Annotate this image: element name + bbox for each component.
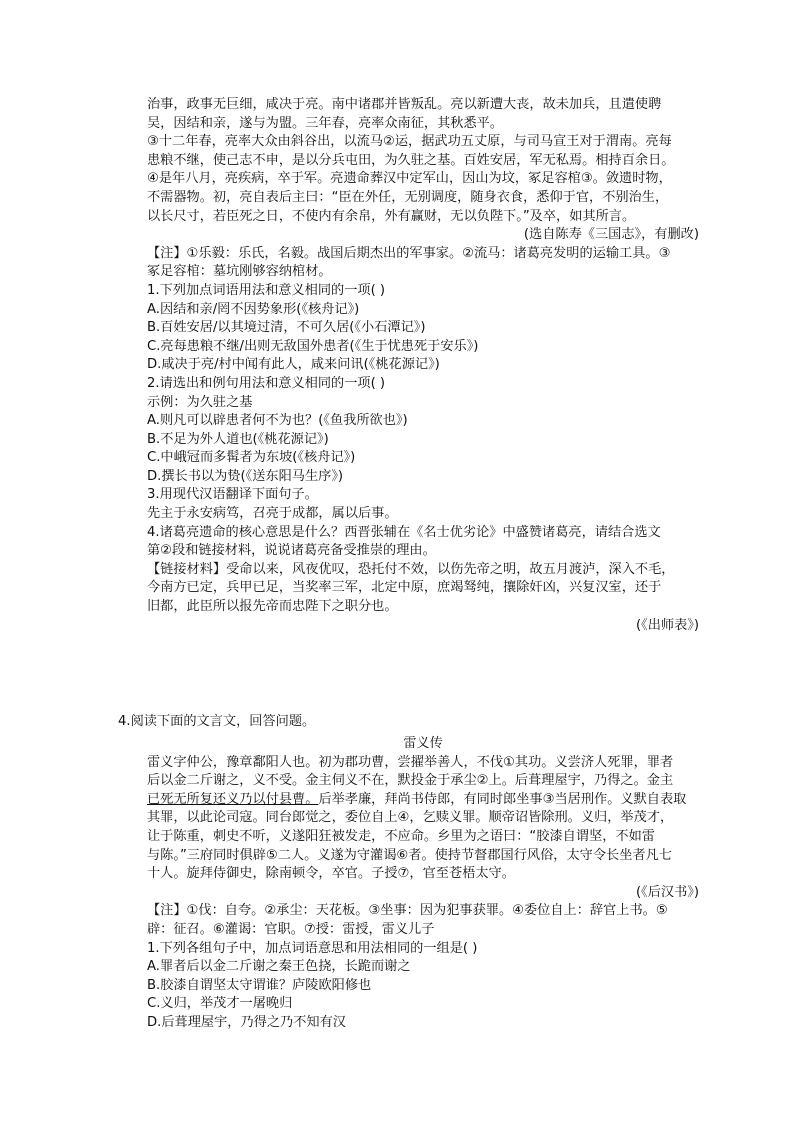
option-line: B.百姓安居/以其境过清，不可久居(《小石潭记》) bbox=[147, 320, 426, 336]
option-line: B.不足为外人道也(《桃花源记》) bbox=[147, 431, 329, 447]
link-material-source: (《出师表》) bbox=[635, 617, 699, 633]
option-line: A.则凡可以辟患者何不为也？(《鱼我所欲也》) bbox=[147, 413, 408, 429]
question-line: 2.请选出和例句用法和意义相同的一项( ) bbox=[147, 375, 386, 391]
question-heading: 4.阅读下面的文言文，回答问题。 bbox=[118, 714, 316, 729]
link-material-line: 今南方已定，兵甲已足，当奖率三军，北定中原，庶竭驽纯，攘除奸凶，兴复汉室，还于 bbox=[147, 580, 662, 596]
option-line: A.罪者后以金二斤谢之秦王色挠，长跪而谢之 bbox=[147, 959, 411, 975]
passage-line bbox=[147, 791, 699, 810]
passage-line: 治事，政事无巨细，咸决于亮。南中诸郡并皆叛乱。亮以新遭大丧，故未加兵，且遣使聘 bbox=[147, 97, 662, 112]
note-line: 辟：征召。⑥灌谒：官职。⑦授：雷授，雷义儿子 bbox=[147, 921, 435, 937]
question-line: 3.用现代汉语翻译下面句子。 bbox=[147, 487, 318, 503]
passage-leiyi bbox=[147, 735, 699, 1033]
passage-line: 其罪，以此论司寇。同台郎觉之，委位自上④，乞赎义罪。顺帝诏皆除刑。义归，举茂才， bbox=[147, 810, 674, 826]
passage-sanguozhi bbox=[147, 96, 699, 635]
passage-line: 十人。旋拜侍御史，除南顿令，卒官。子授⑦，官至苍梧太守。 bbox=[147, 866, 515, 882]
example-line: 示例：为久驻之基 bbox=[147, 394, 253, 410]
option-line: C.中峨冠而多髯者为东坡(《核舟记》) bbox=[147, 450, 356, 466]
passage-line: 雷义字仲公，豫章鄱阳人也。初为郡功曹，尝擢举善人，不伐①其功。义尝济人死罪，罪者 bbox=[147, 754, 674, 770]
translation-sentence: 先主于永安病笃，召亮于成都，属以后事。 bbox=[147, 506, 398, 522]
link-material-line: 旧都，此臣所以报先帝而忠陛下之职分也。 bbox=[147, 599, 398, 615]
passage-source: (选自陈寿《三国志》，有删改) bbox=[523, 227, 699, 243]
question-line: 第②段和链接材料，说说诸葛亮备受推崇的理由。 bbox=[147, 543, 436, 559]
question-line: 1.下列各组句子中，加点词语意思和用法相同的一组是( ) bbox=[147, 940, 478, 956]
underlined-sentence: 已死无所复还义乃以付县曹。 bbox=[147, 791, 319, 807]
question-line: 4.诸葛亮遗命的核心意思是什么？西晋张辅在《名士优劣论》中盛赞诸葛亮，请结合选文 bbox=[147, 524, 661, 540]
passage-line: 与陈。”三府同时俱辟⑤二人。义遂为守灌谒⑥者。使持节督郡国行风俗，太守令长坐者凡七 bbox=[147, 847, 672, 863]
passage-line: 患粮不继，使己志不申，是以分兵屯田，为久驻之基。百姓安居，军无私焉。相持百余日。 bbox=[147, 152, 675, 168]
passage-line: 不需器物。初，亮自表后主曰：“臣在外任，无别调度，随身衣食，悉仰于官，不别治生， bbox=[147, 189, 669, 205]
passage-line: ④是年八月，亮疾病，卒于军。亮遗命葬汉中定军山，因山为坟，冢足容棺③。敛遗时物， bbox=[147, 171, 672, 187]
passage-line: 吴，因结和亲，遂与为盟。三年春，亮率众南征，其秋悉平。 bbox=[147, 115, 504, 131]
link-material-line: 【链接材料】受命以来，风夜优叹，恐托付不效，以伤先帝之明，故五月渡泸，深入不毛， bbox=[147, 561, 675, 577]
passage-line: ③十二年春，亮率大众由斜谷出，以流马②运，据武功五丈原，与司马宣王对于渭南。亮每 bbox=[147, 134, 672, 150]
passage-line: 后以金二斤谢之，义不受。金主伺义不在，默投金于承尘②上。后葺理屋宇，乃得之。金主 bbox=[147, 773, 674, 789]
passage-line: 让于陈重，刺史不听，义遂阳狂被发走，不应命。乡里为之语曰：“胶漆自谓坚，不如雷 bbox=[147, 828, 655, 844]
option-line: C.义归，举茂才一屠晚归 bbox=[147, 996, 293, 1012]
passage-line: 以长尺寸，若臣死之日，不使内有余帛，外有赢财，无以负陛下。”及卒，如其所言。 bbox=[147, 208, 636, 224]
note-line: 【注】①乐毅：乐氏，名毅。战国后期杰出的军事家。②流马：诸葛亮发明的运输工具。③ bbox=[147, 245, 671, 261]
passage-text: 后举孝廉，拜尚书侍郎，有同时郎坐事③当居刑作。义默自表取 bbox=[318, 791, 687, 807]
option-line: D.撰长书以为贽(《送东阳马生序》) bbox=[147, 468, 344, 484]
option-line: A.因结和亲/罔不因势象形(《核舟记》) bbox=[147, 301, 360, 317]
question-line: 1.下列加点词语用法和意义相同的一项( ) bbox=[147, 282, 386, 298]
note-line: 冢足容棺：墓坑刚够容纳棺材。 bbox=[147, 264, 332, 280]
option-line: D.咸决于亮/村中闻有此人，咸来问讯(《桃花源记》) bbox=[147, 357, 440, 373]
passage-source: (《后汉书》) bbox=[635, 884, 699, 900]
option-line: B.胶漆自谓坚太守谓谁？庐陵欧阳修也 bbox=[147, 977, 372, 993]
note-line: 【注】①伐：自夸。②承尘：天花板。③坐事：因为犯事获罪。④委位自上：辞官上书。⑤ bbox=[147, 903, 668, 919]
passage-title: 雷义传 bbox=[403, 736, 443, 751]
option-line: D.后葺理屋宇，乃得之乃不知有汉 bbox=[147, 1014, 346, 1030]
option-line: C.亮每患粮不继/出则无敌国外患者(《生于忧患死于安乐》) bbox=[147, 338, 479, 354]
